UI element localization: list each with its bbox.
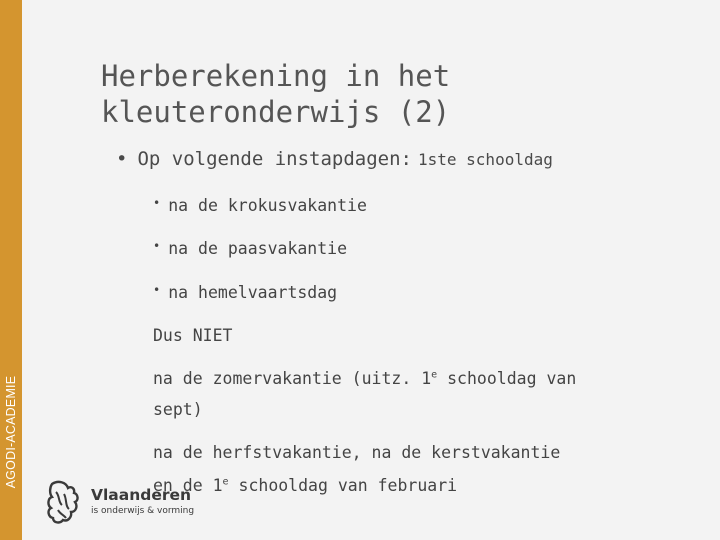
sidebar-label: AGODI-ACADEMIE [4,375,18,489]
not-item-3 [153,476,457,495]
title-line-2: kleuteronderwijs (2) [101,95,451,129]
not-item-1-a: na de zomervakantie (uitz. 1 [153,369,432,388]
title-line-1: Herberekening in het [101,59,451,93]
sub-bullet-2 [153,239,347,258]
bullet-icon: • [153,196,161,210]
main-bullet [116,148,553,170]
not-item-2: na de herfstvakantie, na de kerstvakantie [153,443,561,462]
not-item-1 [153,369,576,388]
not-item-3-a: en de 1 [153,476,223,495]
not-item-3-sup: e [222,476,229,488]
bullet-icon: • [153,283,161,297]
logo-name: Vlaanderen [91,486,192,504]
slide-title [101,58,701,130]
main-bullet-text: Op volgende instapdagen: [137,148,412,170]
dus-niet-label: Dus NIET [153,326,233,345]
not-item-1-cont: sept) [153,400,203,419]
sidebar-band [0,0,22,540]
lion-icon [44,478,86,526]
sub-bullet-text: na hemelvaartsdag [168,283,338,302]
not-item-3-b: schooldag van februari [228,476,458,495]
logo-tagline: is onderwijs & vorming [91,506,195,516]
sub-bullet-3 [153,283,337,302]
bullet-icon: • [116,148,128,170]
main-bullet-suffix: 1ste schooldag [418,150,553,169]
not-item-1-b: schooldag van [437,369,577,388]
sub-bullet-text: na de krokusvakantie [168,196,367,215]
bullet-icon: • [153,239,161,253]
sub-bullet-1 [153,196,367,215]
sub-bullet-text: na de paasvakantie [168,239,348,258]
not-item-1-sup: e [431,369,438,381]
